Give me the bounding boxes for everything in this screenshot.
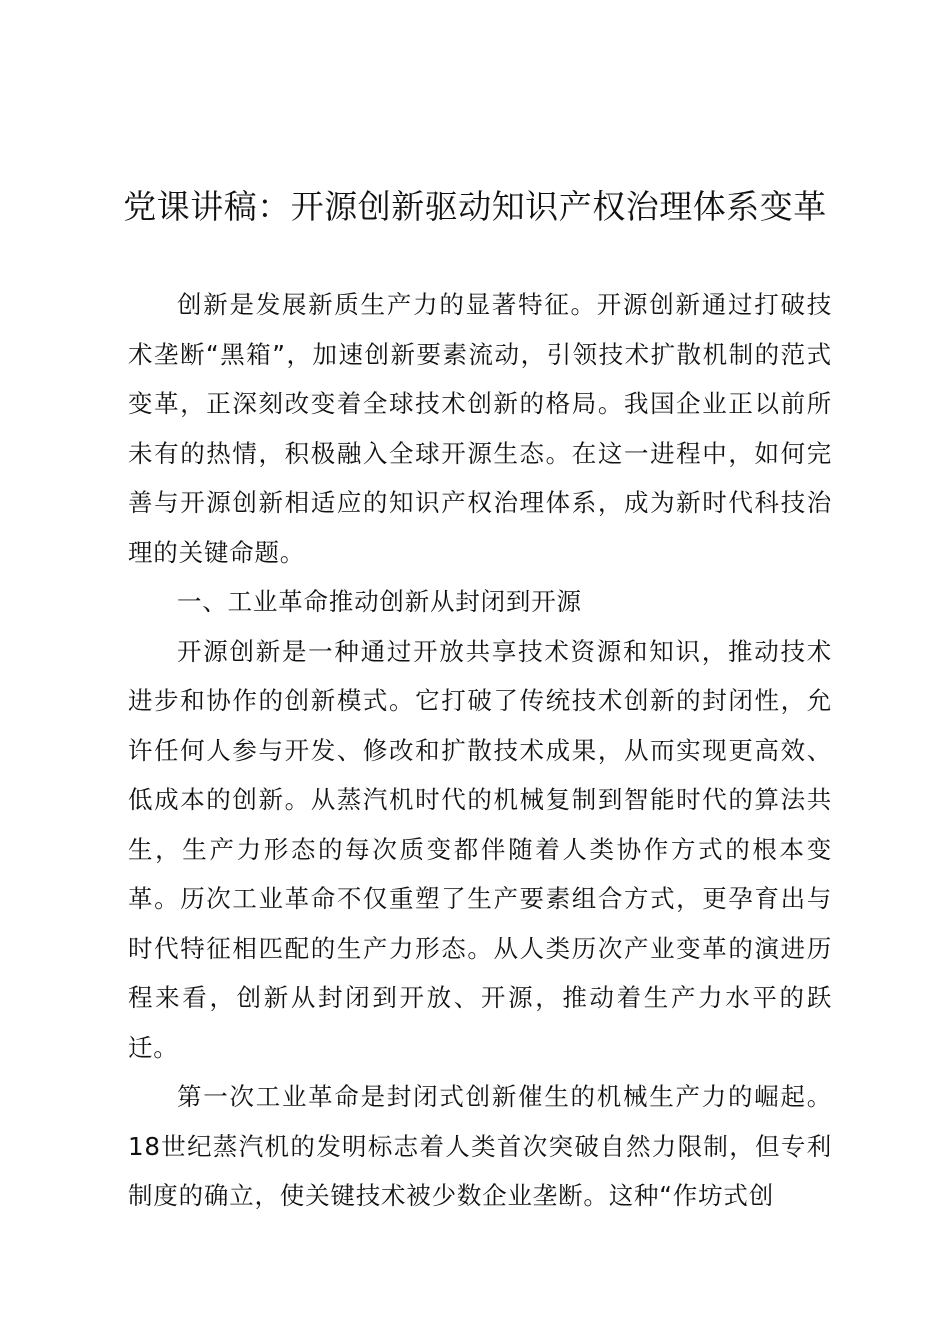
paragraph-open-innovation: 开源创新是一种通过开放共享技术资源和知识，推动技术进步和协作的创新模式。它打破了传统技术创新的封闭性，允许任何人参与开发、修改和扩散技术成果，从而实现更高效、低成本的创新。从蒸汽机时代的机械复制到智能时代的算法共生，生产力形态的每次质变都伴随着人类协作方式的根本变革。历次工业革命不仅重塑了生产要素组合方式，更孕育出与时代特征相匹配的生产力形态。从人类历次产业变革的演进历程来看，创新从封闭到开放、开源，推动着生产力水平的跃迁。 bbox=[128, 636, 832, 1062]
paragraph-intro: 创新是发展新质生产力的显著特征。开源创新通过打破技术垄断“黑箱”，加速创新要素流动，引领技术扩散机制的范式变革，正深刻改变着全球技术创新的格局。我国企业正以前所未有的热情，积极融入全球开源生态。在这一进程中，如何完善与开源创新相适应的知识产权治理体系，成为新时代科技治理的关键命题。 bbox=[128, 290, 832, 567]
document-title: 党课讲稿：开源创新驱动知识产权治理体系变革 bbox=[123, 187, 827, 226]
paragraph-first-industrial-revolution: 第一次工业革命是封闭式创新催生的机械生产力的崛起。18世纪蒸汽机的发明标志着人类首次突破自然力限制，但专利制度的确立，使关键技术被少数企业垄断。这种“作坊式创 bbox=[128, 1082, 832, 1210]
document-body bbox=[128, 280, 832, 1221]
section-heading-1: 一、工业革命推动创新从封闭到开源 bbox=[177, 587, 582, 616]
